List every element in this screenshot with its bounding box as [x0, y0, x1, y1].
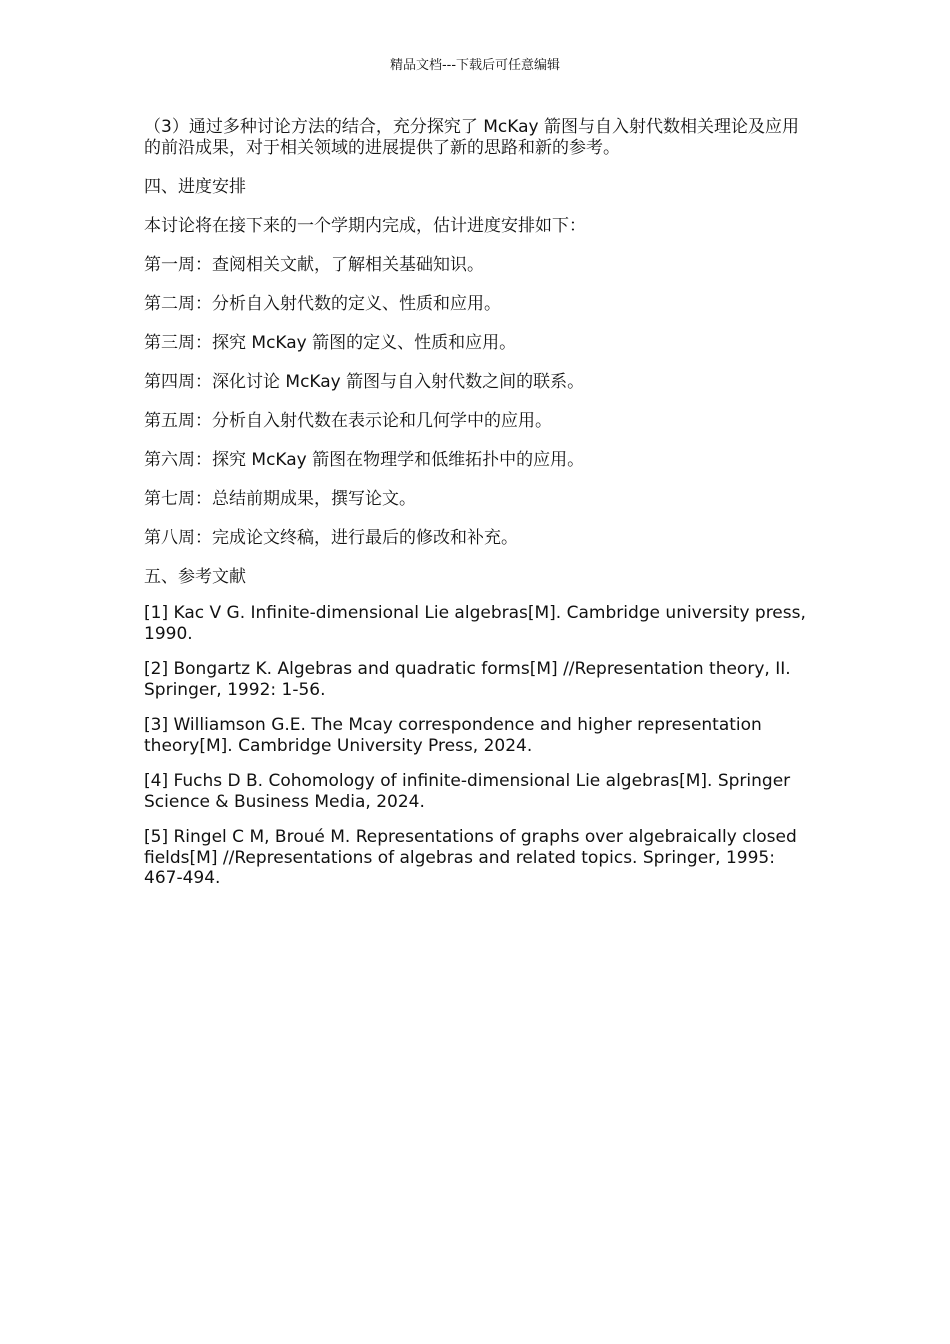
schedule-intro: 本讨论将在接下来的一个学期内完成，估计进度安排如下： [144, 216, 586, 236]
schedule-week-6: 第六周：探究 McKay 箭图在物理学和低维拓扑中的应用。 [144, 450, 585, 470]
reference-list [144, 603, 808, 889]
references-heading: 五、参考文献 [144, 567, 246, 587]
schedule-list [144, 255, 808, 549]
reference-item-5: [5] Ringel C M, Broué M. Representations of graphs over algebraically closed fields[M] //Representations of algebras and related topics. Springer, 1995: 467-494. [144, 827, 797, 888]
schedule-week-3: 第三周：探究 McKay 箭图的定义、性质和应用。 [144, 333, 517, 353]
reference-item-2: [2] Bongartz K. Algebras and quadratic forms[M] //Representation theory, II. Springer, 1992: 1-56. [144, 659, 791, 700]
schedule-week-5: 第五周：分析自入射代数在表示论和几何学中的应用。 [144, 411, 552, 431]
intro-paragraph: （3）通过多种讨论方法的结合，充分探究了 McKay 箭图与自入射代数相关理论及应用的前沿成果，对于相关领域的进展提供了新的思路和新的参考。 [144, 117, 799, 158]
schedule-heading: 四、进度安排 [144, 177, 246, 197]
schedule-week-7: 第七周：总结前期成果，撰写论文。 [144, 489, 416, 509]
document-body [144, 117, 808, 904]
schedule-week-2: 第二周：分析自入射代数的定义、性质和应用。 [144, 294, 501, 314]
reference-item-3: [3] Williamson G.E. The Mcay correspondence and higher representation theory[M]. Cambridge University Press, 2024. [144, 715, 762, 756]
reference-item-1: [1] Kac V G. Infinite-dimensional Lie algebras[M]. Cambridge university press, 1990. [144, 603, 806, 644]
page-header: 精品文档---下载后可任意编辑 [389, 58, 561, 73]
reference-item-4: [4] Fuchs D B. Cohomology of infinite-dimensional Lie algebras[M]. Springer Science & Business Media, 2024. [144, 771, 791, 812]
schedule-week-1: 第一周：查阅相关文献，了解相关基础知识。 [144, 255, 484, 275]
schedule-week-8: 第八周：完成论文终稿，进行最后的修改和补充。 [144, 528, 518, 548]
schedule-week-4: 第四周：深化讨论 McKay 箭图与自入射代数之间的联系。 [144, 372, 585, 392]
